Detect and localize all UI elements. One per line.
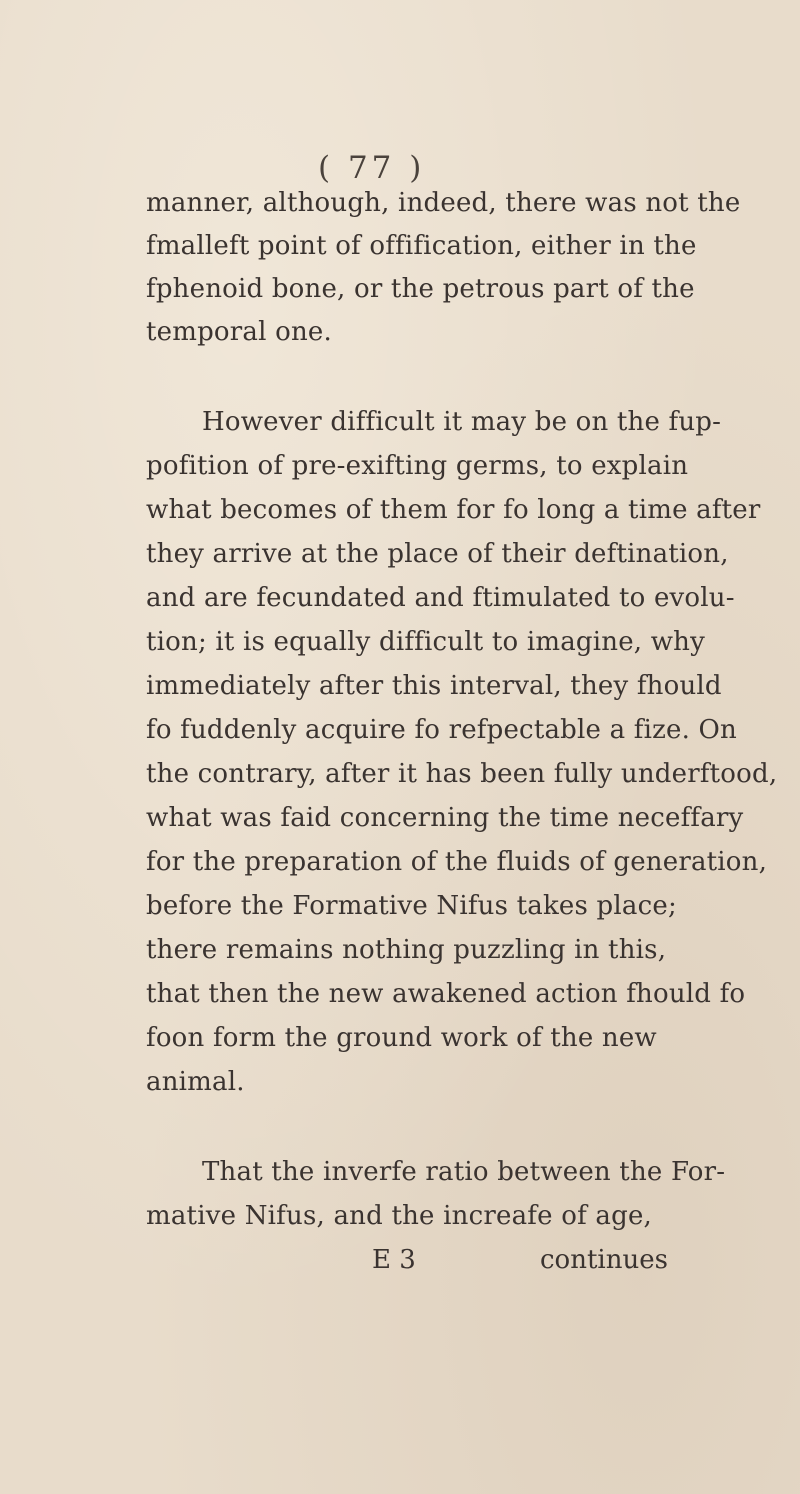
text-line: mative Nifus, and the increafe of age, xyxy=(146,1201,652,1231)
text-line: pofition of pre-exifting germs, to explain xyxy=(146,451,689,481)
text-line: tion; it is equally difficult to imagine, why xyxy=(146,627,705,657)
text-line: fmalleft point of offification, either in the xyxy=(146,231,697,261)
signature-mark: E 3 xyxy=(372,1245,416,1275)
text-line: and are fecundated and ftimulated to evolu- xyxy=(146,583,735,613)
text-line: the contrary, after it has been fully underftood, xyxy=(146,759,778,789)
text-line: they arrive at the place of their deftination, xyxy=(146,539,729,569)
text-line: That the inverfe ratio between the For- xyxy=(202,1157,726,1187)
text-line: foon form the ground work of the new xyxy=(146,1023,657,1053)
text-line: what becomes of them for fo long a time after xyxy=(146,495,761,525)
text-line: there remains nothing puzzling in this, xyxy=(146,935,667,965)
text-line: animal. xyxy=(146,1067,245,1097)
text-line: manner, although, indeed, there was not the xyxy=(146,188,741,218)
text-line: fo fuddenly acquire fo refpectable a fize. On xyxy=(146,715,737,745)
text-line: what was faid concerning the time neceffary xyxy=(146,803,744,833)
text-line: However difficult it may be on the fup- xyxy=(202,407,722,437)
catchword: continues xyxy=(540,1245,668,1275)
text-line: temporal one. xyxy=(146,317,332,347)
text-line: immediately after this interval, they fhould xyxy=(146,671,722,701)
text-line: for the preparation of the fluids of generation, xyxy=(146,847,768,877)
text-line: before the Formative Nifus takes place; xyxy=(146,891,677,921)
text-line: that then the new awakened action fhould fo xyxy=(146,979,746,1009)
page-number: ( 77 ) xyxy=(318,150,426,186)
text-line: fphenoid bone, or the petrous part of the xyxy=(146,274,695,304)
